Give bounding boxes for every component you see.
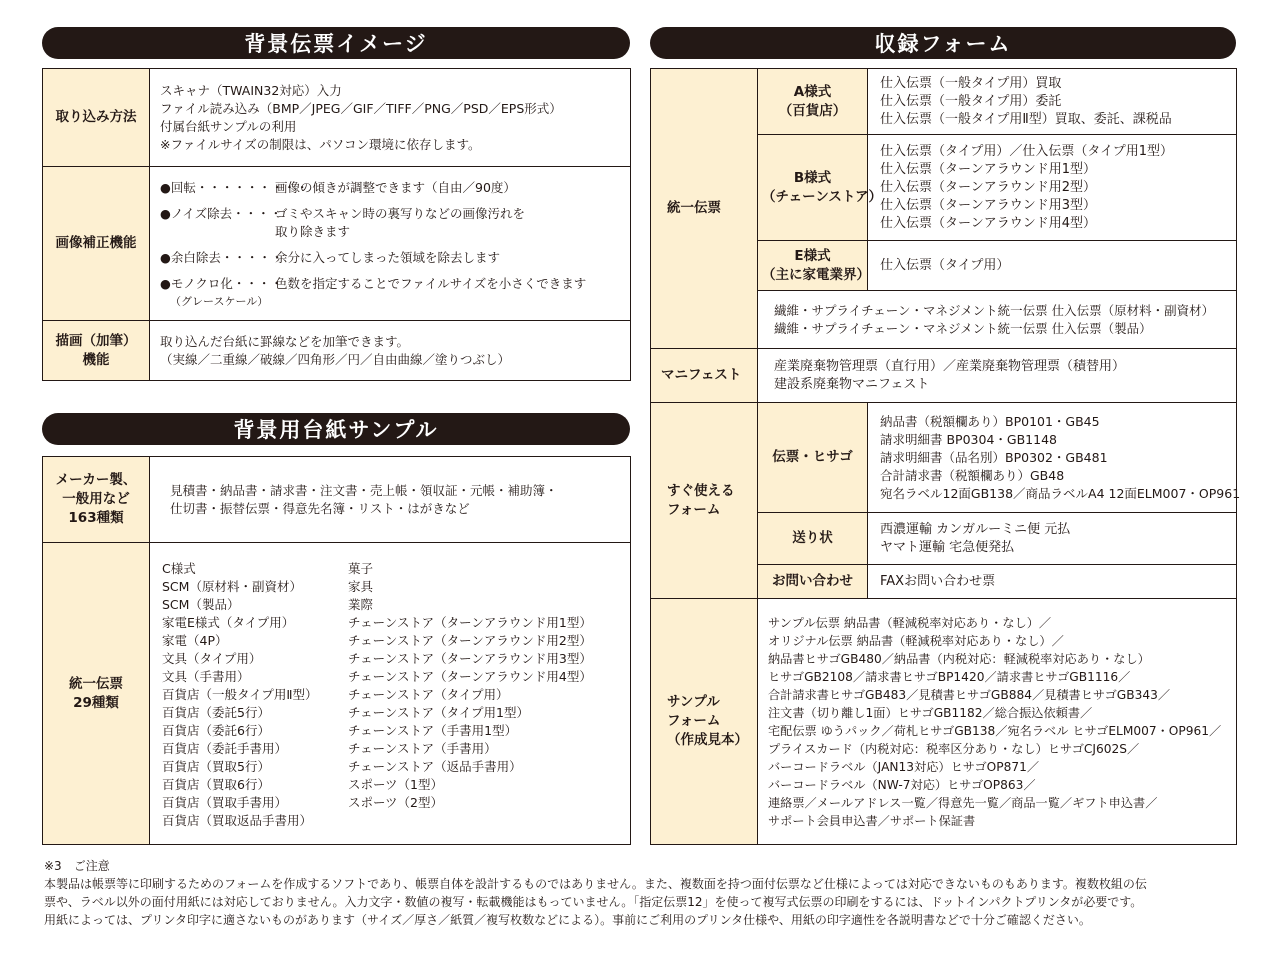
text-line: 仕入伝票（タイプ用）／仕入伝票（タイプ用1型） [880,143,1173,159]
sample-list-col2 [348,560,608,830]
list-item: 百貨店（委託5行） [162,704,270,720]
row-label-sample-forms [651,599,758,845]
text-line: 仕入伝票（ターンアラウンド用3型） [880,197,1097,213]
included-forms-table [650,68,1241,845]
text-line: 産業廃棄物管理票（直行用）／産業廃棄物管理票（積替用） [774,358,1126,374]
table-row [43,167,631,321]
list-item: 百貨店（買取5行） [162,758,270,774]
text-line: 合計請求書ヒサゴGB483／見積書ヒサゴGB884／見積書ヒサゴGB343／ [768,687,1171,702]
table-row [651,349,1237,403]
feature-desc: 色数を指定することでファイルサイズを小さくできます [275,275,587,291]
list-item: 文具（タイプ用） [162,650,262,666]
label-line: 29種類 [73,694,119,711]
e-style-content [868,241,1237,291]
text-line: バーコードラベル（NW-7対応）ヒサゴOP863／ [768,777,1036,792]
list-item: 業際 [348,596,374,612]
notes-line: 用紙によっては、プリンタ印字に適さないものがあります（サイズ／厚さ／紙質／複写枚数などによる）。事前にご利用のプリンタ仕様や、用紙の印字適性を各説明書などで十分ご確認ください。 [44,913,1091,927]
list-item: 百貨店（買取返品手書用） [162,812,313,828]
text-line: （実線／二重線／破線／四角形／円／自由曲線／塗りつぶし） [160,351,511,367]
label-line: E様式 [794,247,831,264]
drawing-content [150,321,631,381]
background-sample-table [42,456,631,845]
shipping-content [868,513,1237,565]
sample-list-col1 [162,560,348,830]
row-label-image-correction: 画像補正機能 [43,167,150,321]
label-line: B様式 [793,169,832,186]
notes-line: 本製品は帳票等に印刷するためのフォームを作成するソフトであり、帳票自体を設計するものではありません。また、複数面を持つ面付伝票など仕様によっては対応できないものもあります。複数枚組の伝 [44,877,1147,891]
text-line: オリジナル伝票 納品書（軽減税率対応あり・なし）／ [768,633,1064,648]
feature-noise-removal [160,205,622,241]
hisago-content [868,403,1241,513]
feature-label: ●回転・・・・・・・・・ [160,179,309,195]
list-item: チェーンストア（ターンアラウンド用4型） [348,668,592,684]
label-line: サンプル [667,694,720,710]
list-item: チェーンストア（ターンアラウンド用1型） [348,614,592,630]
label-line: 描画（加筆） [55,332,137,349]
image-correction-content [150,167,631,321]
text-line: サンプル伝票 納品書（軽減税率対応あり・なし）／ [768,615,1052,630]
text-line: 仕入伝票（ターンアラウンド用4型） [880,215,1097,231]
manifest-content [758,349,1237,403]
text-line: 取り除きます [275,223,351,239]
feature-monochrome [160,275,622,293]
inquiry-content [868,565,1237,599]
sub-label-b-style [758,135,883,241]
list-item: 家電（4P） [162,632,228,648]
list-item: 家具 [348,578,374,594]
text-line: 納品書（税額欄あり）BP0101・GB45 [880,413,1100,429]
row-label-manifest: マニフェスト [651,349,758,403]
label-line: A様式 [793,83,832,100]
list-item: チェーンストア（ターンアラウンド用2型） [348,632,592,648]
sub-label-inquiry: お問い合わせ [758,565,868,599]
sub-label-hisago: 伝票・ヒサゴ [758,403,868,513]
feature-label: ●モノクロ化・・・・ [160,275,283,291]
label-line: 統一伝票 [69,675,123,692]
text-line: 仕入伝票（一般タイプ用）委託 [880,93,1062,109]
text-line: ※ファイルサイズの制限は、パソコン環境に依存します。 [160,136,481,152]
sub-label-shipping: 送り状 [758,513,868,565]
list-item: スポーツ（2型） [348,794,443,810]
notes-line: 票や、ラベル以外の面付用紙には対応しておりません。入力文字・数値の複写・転載機能はもっていません。「指定伝票12」を使って複写式伝票の印刷をするには、ドットインパクトプリンタが必要です。 [44,895,1143,909]
row-label-unified-29 [43,543,150,845]
label-line: （主に家電業界） [762,266,870,283]
table-row [651,69,1237,135]
list-item: チェーンストア（返品手書用） [348,758,522,774]
text-line: 連絡票／メールアドレス一覧／得意先一覧／商品一覧／ギフト申込書／ [768,795,1158,810]
text-line: 仕入伝票（タイプ用） [880,257,1010,273]
sub-label-a-style [758,69,868,135]
list-item: チェーンストア（ターンアラウンド用3型） [348,650,592,666]
label-line: フォーム [667,501,721,518]
grayscale-note: （グレースケール） [170,294,269,308]
text-line: 仕入伝票（一般タイプ用）買取 [880,75,1062,91]
text-line: プライスカード（内税対応：税率区分あり・なし）ヒサゴCJ602S／ [768,741,1140,756]
table-row [43,69,631,167]
sub-label-e-style [758,241,868,291]
text-line: 繊維・サプライチェーン・マネジメント統一伝票 仕入伝票（原材料・副資材） [774,302,1215,318]
label-line: メーカー製、 [55,472,137,488]
text-line: FAXお問い合わせ票 [880,573,996,589]
text-line: 納品書ヒサゴGB480／納品書（内税対応：軽減税率対応あり・なし） [768,651,1150,666]
table-row [651,403,1237,513]
row-label-import-method: 取り込み方法 [43,69,150,167]
row-label-drawing [43,321,150,381]
text-line: 取り込んだ台紙に罫線などを加筆できます。 [160,333,410,349]
text-line: ファイル読み込み（BMP／JPEG／GIF／TIFF／PNG／PSD／EPS形式） [160,100,562,116]
label-line: （チェーンストア） [762,188,883,205]
feature-desc: 画像の傾きが調整できます（自由／90度） [275,179,516,195]
list-item: 菓子 [348,560,374,576]
list-item: SCM（原材料・副資材） [162,578,302,594]
feature-rotate [160,179,622,197]
row-label-maker [43,457,150,543]
label-line: すぐ使える [667,482,735,499]
text-line: 合計請求書（税額欄あり）GB48 [880,467,1065,483]
scm-content [758,291,1237,349]
text-line: 宅配伝票 ゆうパック／荷札ヒサゴGB138／宛名ラベル ヒサゴELM007・OP961／ [768,723,1222,738]
table-row [43,543,631,845]
text-line: 見積書・納品書・請求書・注文書・売上帳・領収証・元帳・補助簿・ [170,482,558,498]
label-line: 一般用など [62,491,130,507]
list-item: スポーツ（1型） [348,776,443,792]
list-item: チェーンストア（手書用） [348,740,497,756]
b-style-content [868,135,1237,241]
label-line: 機能 [82,351,110,368]
text-line: 仕入伝票（ターンアラウンド用1型） [880,161,1097,177]
sample-forms-content [758,599,1237,845]
text-line: 仕入伝票（一般タイプ用Ⅱ型）買取、委託、課税品 [880,111,1172,127]
text-line: 付属台紙サンプルの利用 [160,118,297,134]
text-line: 仕入伝票（ターンアラウンド用2型） [880,179,1097,195]
unified-29-content [150,543,631,845]
list-item: 百貨店（委託6行） [162,722,270,738]
background-image-table [42,68,631,381]
list-item: 百貨店（買取6行） [162,776,270,792]
notes-heading: ※3 ご注意 [44,859,110,873]
row-label-ready-forms [651,403,758,599]
list-item: 百貨店（委託手書用） [162,740,288,756]
text-line: 繊維・サプライチェーン・マネジメント統一伝票 仕入伝票（製品） [774,320,1152,336]
maker-content [150,457,631,543]
text-line: ゴミやスキャン時の裏写りなどの画像汚れを [275,205,526,221]
label-line: （作成見本） [667,732,748,748]
label-line: 163種類 [68,510,124,526]
text-line: 仕切書・振替伝票・得意先名簿・リスト・はがきなど [170,500,470,516]
list-item: 家電E様式（タイプ用） [162,614,295,630]
list-item: C様式 [162,560,196,576]
feature-label: ●余白除去・・・・・ [160,249,284,265]
text-line: ヒサゴGB2108／請求書ヒサゴBP1420／請求書ヒサゴGB1116／ [768,669,1131,684]
text-line: 西濃運輸 カンガルーミニ便 元払 [880,521,1071,537]
feature-margin-removal [160,249,622,267]
feature-desc: 余分に入ってしまった領域を除去します [275,249,501,265]
section-banner-background-sample: 背景用台紙サンプル [42,413,630,445]
text-line: 建設系廃棄物マニフェスト [774,376,930,392]
label-line: フォーム [667,713,721,729]
table-row [43,321,631,381]
label-line: （百貨店） [778,102,847,119]
list-item: チェーンストア（手書用1型） [348,722,518,738]
feature-desc [275,205,525,241]
list-item: 百貨店（一般タイプ用Ⅱ型） [162,686,318,702]
text-line: 請求明細書 BP0304・GB1148 [880,431,1057,447]
caution-notes [44,857,1244,929]
text-line: サポート会員申込書／サポート保証書 [768,813,976,828]
list-item: チェーンストア（タイプ用1型） [348,704,529,720]
table-row [43,457,631,543]
list-item: SCM（製品） [162,596,240,612]
section-banner-background-image: 背景伝票イメージ [42,27,630,59]
a-style-content [868,69,1237,135]
table-row [651,599,1237,845]
section-banner-included-forms: 収録フォーム [650,27,1236,59]
import-method-content [150,69,631,167]
list-item: 百貨店（買取手書用） [162,794,288,810]
feature-label: ●ノイズ除去・・・・ [160,205,283,221]
text-line: 請求明細書（品名別）BP0302・GB481 [880,449,1108,465]
text-line: バーコードラベル（JAN13対応）ヒサゴOP871／ [768,759,1040,774]
text-line: ヤマト運輸 宅急便発払 [880,539,1015,555]
text-line: 注文書（切り離し1面）ヒサゴGB1182／総合振込依頼書／ [768,705,1093,720]
row-label-unified: 統一伝票 [651,69,758,349]
list-item: チェーンストア（タイプ用） [348,686,509,702]
text-line: スキャナ（TWAIN32対応）入力 [160,82,342,98]
text-line: 宛名ラベル12面GB138／商品ラベルA4 12面ELM007・OP961 [880,485,1241,501]
list-item: 文具（手書用） [162,668,250,684]
